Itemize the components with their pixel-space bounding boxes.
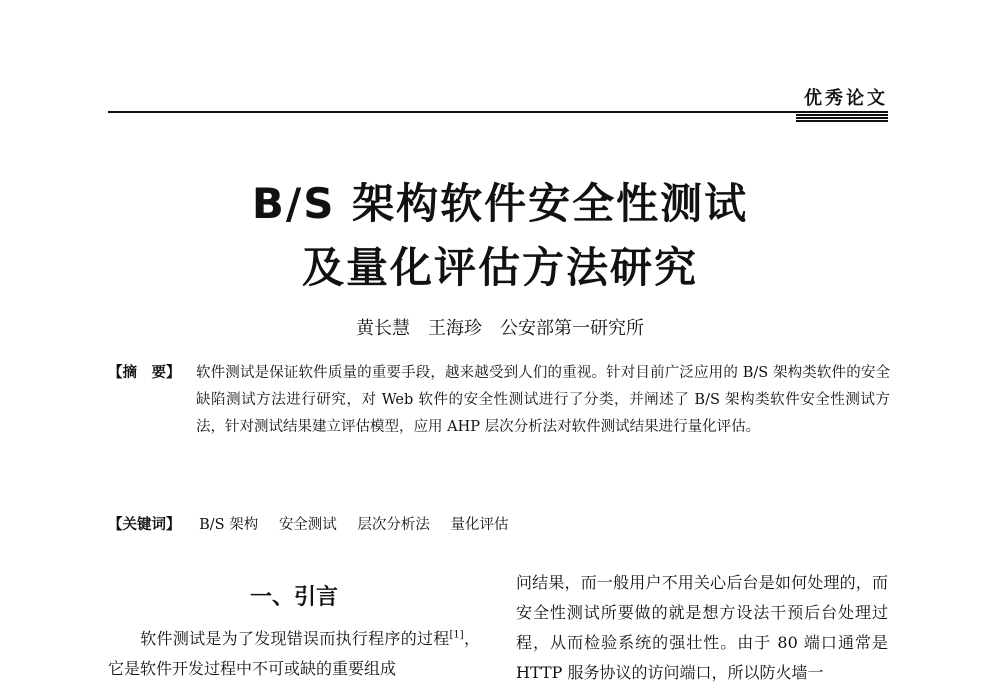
right-column — [516, 568, 888, 688]
section-tag-bar — [796, 114, 888, 123]
keyword: 层次分析法 — [357, 517, 430, 533]
title-line-2: 及量化评估方法研究 — [301, 243, 698, 292]
keyword: B/S 架构 — [199, 517, 259, 533]
section-tag: 优秀论文 — [804, 88, 888, 109]
abstract — [108, 360, 890, 441]
title-line-1: B/S 架构软件安全性测试 — [251, 179, 749, 228]
reference-marker[interactable]: [1] — [449, 629, 464, 641]
paper-title — [0, 172, 1000, 300]
keywords — [108, 513, 890, 537]
keyword: 量化评估 — [450, 517, 509, 533]
abstract-text: 软件测试是保证软件质量的重要手段，越来越受到人们的重视。针对目前广泛应用的 B/S 架构类软件的安全缺陷测试方法进行研究，对 Web 软件的安全性测试进行了分类，并阐述了 B/S 架构类软件安全性测试方法，针对测试结果建立评估模型，应用 AHP 层次分析法对软件测试结果进行量化评估。 — [196, 365, 890, 435]
intro-paragraph — [108, 624, 480, 684]
section-heading-introduction: 一、引言 — [249, 585, 338, 610]
authors: 黄长慧 王海珍 公安部第一研究所 — [356, 318, 644, 339]
right-column-text: 问结果，而一般用户不用关心后台是如何处理的，而安全性测试所要做的就是想方设法干预后台处理过程，从而检验系统的强壮性。由于 80 端口通常是 HTTP 服务协议的访问端口，所以防火墙一 — [516, 573, 888, 682]
intro-text-part1: 软件测试是为了发现错误而执行程序的过程 — [140, 629, 450, 648]
keywords-label: 【关键词】 — [108, 517, 181, 533]
keyword: 安全测试 — [278, 517, 337, 533]
left-column — [108, 578, 480, 684]
intro-text-part2: ，它是软件开发过程中不可或缺的重要组成 — [108, 629, 480, 678]
abstract-label: 【摘 要】 — [108, 365, 181, 381]
header-rule — [108, 111, 888, 113]
